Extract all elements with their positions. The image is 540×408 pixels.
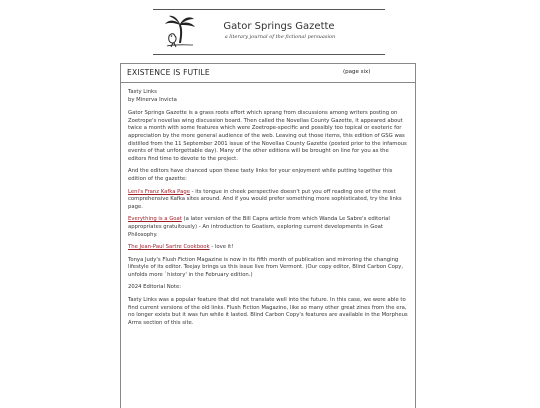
content-panel xyxy=(120,63,416,408)
kafka-page-link[interactable]: Leni's Franz Kafka Page xyxy=(128,188,190,195)
article-heading-block xyxy=(128,89,408,104)
editorial-note-heading: 2024 Editorial Note: xyxy=(128,284,182,291)
masthead xyxy=(0,0,540,60)
masthead-bottom-rule xyxy=(153,54,385,55)
link-item-goat xyxy=(128,216,408,239)
intro-paragraph: Gator Springs Gazette is a grass roots effort which sprang from discussions among writers posting on Zoetrope's novellas wing discussion board. Then called the Novellas County Gazette, it appeared about twice a month with some features which were Zoetrope-specific and possibly too topical or esoteric for appreciation by the more general audience of the web. Leaving out those items, this edition of GSG was distilled from the 11 September 2001 issue of the Novellas County Gazette (posted prior to the infamous events of that unforgettable day). Many of the other editions will be brought on line for you as the editors find time to devote to the project. xyxy=(128,110,407,162)
goat-link-description: (a later version of the Bill Capra article from which Wanda Le Sabre's editorial appropriates gratuitously) - An introduction to Goatism, exploring current developments in Goat Philosophy. xyxy=(128,216,390,238)
sartre-link-description: - love it! xyxy=(209,244,234,251)
links-intro-paragraph: And the editors have chanced upon these tasty links for your enjoyment while putting together this edition of the gazette: xyxy=(128,168,393,182)
article-body xyxy=(121,83,415,327)
page-number: (page six) xyxy=(343,69,371,75)
gator-palm-tree-logo-icon[interactable] xyxy=(163,14,197,50)
site-title: Gator Springs Gazette xyxy=(223,21,335,32)
sartre-cookbook-link[interactable]: The Jean-Paul Sartre Cookbook xyxy=(128,244,210,251)
kafka-link-description: - its tongue in cheek perspective doesn't put you off reading one of the most comprehensive Kafka sites around. And if you would prefer something more sophisticated, try the links page. xyxy=(128,188,402,210)
editorial-note-paragraph: Tasty Links was a popular feature that did not translate well into the future. In this case, we were able to find current versions of the old links. Flush Fiction Magazine, like so many other great zines from the era, no longer exists but it was fun while it lasted. Blind Carbon Copy's features are available in the Morpheus Arms section of this site. xyxy=(128,297,408,326)
goat-link[interactable]: Everything is a Goat xyxy=(128,216,182,223)
site-subtitle: a literary journal of the fictional persuasion xyxy=(224,34,336,40)
section-header xyxy=(121,64,415,83)
article-heading: Tasty Links xyxy=(128,89,157,95)
article-byline: by Minerva Invicta xyxy=(128,96,177,103)
masthead-top-rule xyxy=(153,9,385,10)
link-item-kafka xyxy=(128,189,408,212)
flush-fiction-paragraph: Tonya Judy's Flush Fiction Magazine is now in its fifth month of publication and mirroring the changing lifestyle of its editor. Teejay brings us this issue live from Vermont. (Our copy editor, Blind Carbon Copy, unfolds more `history' in the February edition.) xyxy=(128,256,404,278)
section-title: EXISTENCE IS FUTILE xyxy=(127,68,210,77)
link-item-sartre xyxy=(128,244,408,252)
